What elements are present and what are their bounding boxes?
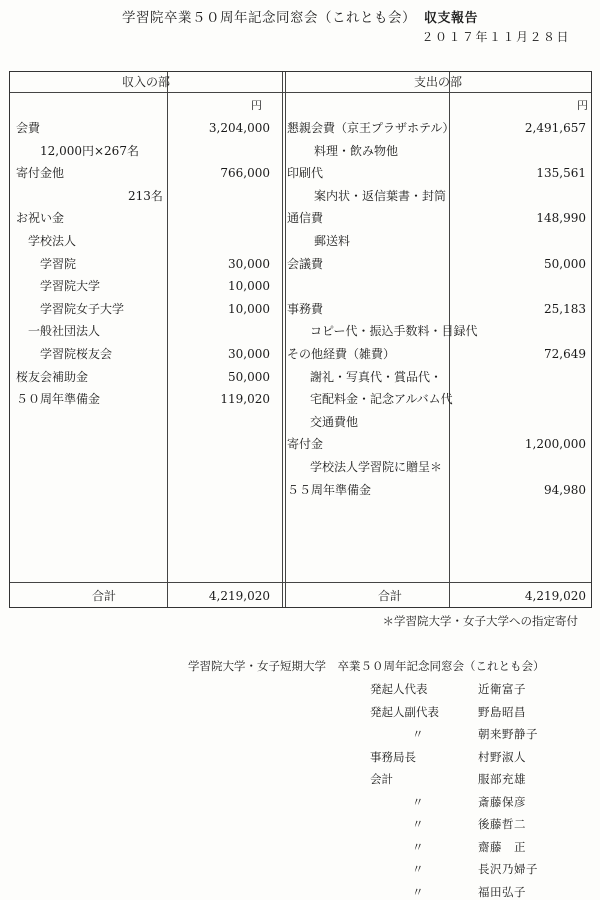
income-row-label: 213名: [128, 188, 163, 203]
expense-row-amount: 2,491,657: [524, 121, 586, 135]
member-name: 服部充雄: [478, 772, 526, 786]
expense-row-label: 交通費他: [310, 414, 359, 429]
expense-row-label: 会議費: [287, 256, 324, 271]
total-rule: [10, 582, 591, 583]
income-row-amount: 30,000: [228, 347, 270, 361]
expense-row-label: 寄付金: [287, 437, 324, 452]
expense-row-label: 郵送料: [314, 234, 351, 248]
member-role: 〃: [412, 862, 424, 876]
income-row-label: お祝い金: [16, 211, 65, 226]
member-role: 〃: [412, 839, 424, 854]
income-row-label: 会費: [16, 121, 41, 135]
member-role: 〃: [412, 884, 424, 899]
expense-row-label: 事務費: [287, 301, 324, 316]
title-bold: 収支報告: [423, 11, 478, 26]
income-row-amount: 3,204,000: [208, 121, 270, 135]
member-role: 〃: [412, 727, 424, 741]
income-row-label: 学習院女子大学: [40, 301, 125, 316]
income-row-amount: 10,000: [228, 301, 270, 316]
balance-table: [9, 71, 592, 608]
expense-row-label: 謝礼・写真代・賞品代・: [310, 369, 443, 384]
member-name: 後藤哲二: [478, 817, 526, 831]
expense-row-label: 案内状・返信葉書・封筒: [314, 188, 447, 203]
member-name: 長沢乃婦子: [478, 862, 538, 876]
income-amount-divider: [167, 72, 168, 607]
expense-row-label: 通信費: [287, 211, 324, 226]
expense-row-amount: 25,183: [544, 301, 586, 316]
income-row-amount: 766,000: [220, 166, 270, 181]
center-divider: [282, 72, 283, 607]
income-total: 4,219,020: [208, 589, 270, 603]
member-role: 発起人副代表: [370, 704, 439, 719]
expense-row-amount: 135,561: [536, 166, 586, 181]
member-name: 齋藤 正: [478, 839, 526, 854]
income-header: 収入の部: [121, 75, 170, 89]
expense-row-amount: 94,980: [544, 482, 586, 497]
expense-row-label: 料理・飲み物他: [314, 143, 399, 158]
expense-header: 支出の部: [413, 75, 462, 89]
expense-row-amount: 1,200,000: [524, 437, 586, 452]
member-name: 野島昭昌: [478, 704, 526, 719]
expense-row-label: ５５周年準備金: [287, 482, 372, 497]
document-title: [0, 6, 600, 26]
income-row-label: 一般社団法人: [28, 324, 101, 339]
expense-row-label: 宅配料金・記念アルバム代: [310, 392, 453, 407]
income-row-label: 学校法人: [28, 234, 77, 248]
income-row-label: 12,000円×267名: [40, 143, 139, 158]
income-row-label: 桜友会補助金: [16, 369, 89, 384]
center-divider-2: [285, 72, 286, 607]
income-row-amount: 119,020: [220, 392, 270, 407]
income-total-label: 合計: [92, 589, 117, 603]
expense-row-amount: 50,000: [544, 256, 586, 271]
header-rule: [10, 92, 591, 93]
title-text: 学習院卒業５０周年記念同窓会（これとも会）: [121, 10, 416, 26]
income-row-label: 学習院桜友会: [40, 347, 113, 361]
expense-row-label: 印刷代: [287, 166, 324, 181]
income-row-amount: 50,000: [228, 369, 270, 384]
income-unit: 円: [251, 99, 262, 112]
footnote: ＊学習院大学・女子大学への指定寄付: [382, 614, 578, 628]
member-name: 斎藤保彦: [478, 794, 526, 809]
member-role: 会計: [370, 772, 393, 786]
income-row-label: 寄付金他: [16, 166, 65, 181]
income-row-label: ５０周年準備金: [16, 392, 101, 407]
report-date: ２０１７年１１月２８日: [421, 30, 570, 44]
expense-row-label: コピー代・振込手数料・目録代: [310, 324, 478, 339]
expense-row-amount: 72,649: [544, 347, 586, 361]
expense-total: 4,219,020: [524, 589, 586, 603]
member-role: 〃: [412, 794, 424, 809]
expense-row-label: 学校法人学習院に贈呈＊: [310, 460, 443, 474]
member-name: 福田弘子: [478, 884, 526, 899]
income-row-amount: 10,000: [228, 279, 270, 294]
member-name: 朝来野静子: [478, 727, 538, 741]
organization-name: 学習院大学・女子短期大学 卒業５０周年記念同窓会（これとも会）: [188, 659, 545, 673]
member-role: 事務局長: [370, 749, 416, 764]
member-role: 発起人代表: [370, 682, 428, 696]
member-name: 村野淑人: [478, 749, 526, 764]
member-name: 近衛富子: [478, 682, 526, 696]
expense-row-label: 懇親会費（京王プラザホテル）: [287, 121, 455, 135]
expense-amount-divider: [449, 72, 450, 607]
income-row-label: 学習院大学: [40, 279, 101, 294]
member-role: 〃: [412, 817, 424, 831]
expense-unit: 円: [577, 99, 588, 112]
expense-row-label: その他経費（雑費）: [287, 347, 396, 361]
income-row-amount: 30,000: [228, 256, 270, 271]
income-row-label: 学習院: [40, 256, 77, 271]
expense-total-label: 合計: [378, 589, 403, 603]
expense-row-amount: 148,990: [536, 211, 586, 226]
